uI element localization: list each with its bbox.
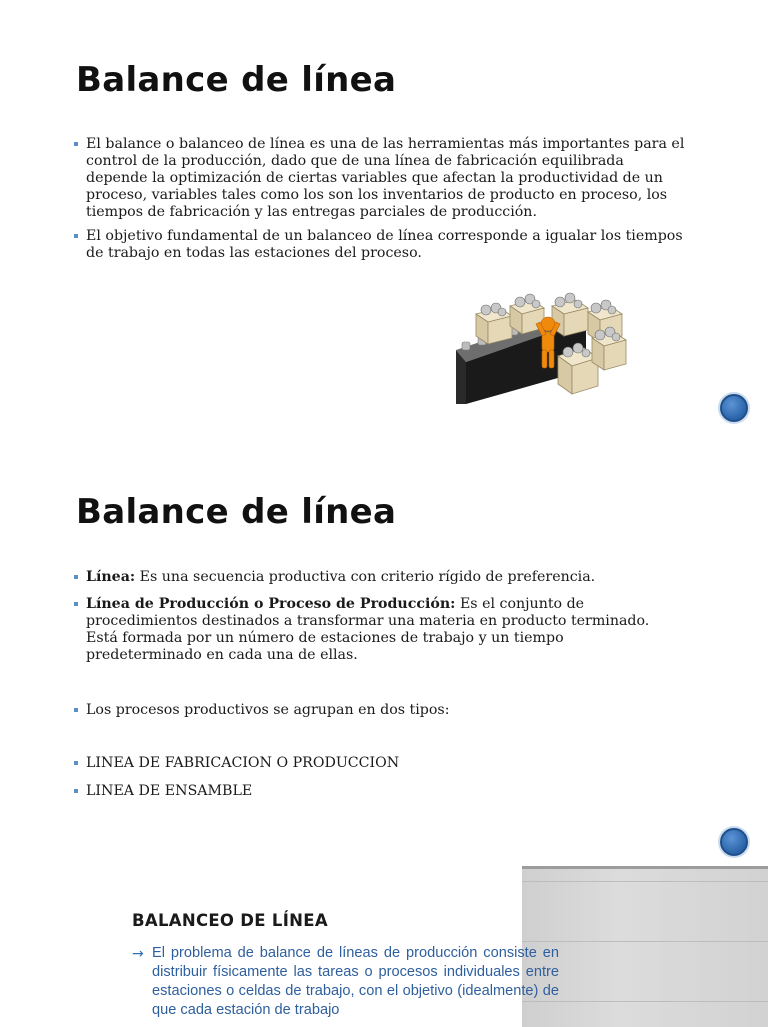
slide-3-title: BALANCEO DE LÍNEA (132, 911, 328, 930)
bullet-item (74, 569, 674, 586)
term-label: Línea de Producción o Proceso de Producción: (86, 596, 456, 612)
bullet-item: El balance o balanceo de línea es una de las herramientas más importantes para el control de la producción, dado que de una línea de fabricación equilibrada depende la optimización de ciertas variables que afectan la productividad de un proceso, variables tales como los son los inventarios de producto en proceso, los tiempos de fabricación y las entregas parciales de producción. (74, 136, 686, 221)
slide-1-body (74, 136, 694, 282)
term-label: Línea: (86, 569, 136, 585)
slide-2-title: Balance de línea (76, 492, 397, 532)
bullet-item: El objetivo fundamental de un balanceo de línea corresponde a igualar los tiempos de trabajo en todas las estaciones del proceso. (74, 228, 686, 262)
arrow-bullet-icon: → (132, 946, 144, 962)
blue-circle-icon[interactable] (720, 828, 748, 856)
slide-3 (0, 866, 768, 1024)
slide-1 (0, 0, 768, 440)
bullet-item (74, 596, 674, 664)
slide-2-intro (74, 702, 674, 719)
slide-1-bullets (74, 136, 686, 262)
slide-1-title: Balance de línea (76, 60, 397, 100)
term-definition: Es una secuencia productiva con criterio rígido de preferencia. (135, 569, 596, 585)
blue-circle-icon[interactable] (720, 394, 748, 422)
conveyor-boxes-worker-icon (456, 290, 632, 404)
bullet-item: LINEA DE FABRICACION O PRODUCCION (74, 755, 674, 772)
term-definition: Es el conjunto de procedimientos destinados a transformar una materia en producto terminado. Está formada por un número de estaciones de trabajo y un tiempo predeterminado en cada una de ellas. (86, 596, 650, 663)
slide-2-types (74, 755, 674, 800)
slide-3-paragraph: El problema de balance de líneas de producción consiste en distribuir físicamente las tareas o procesos individuales entre estaciones o celdas de trabajo, con el objetivo (idealmente) de que cada estación de trabajo (152, 945, 559, 1018)
slide-2-bullets (74, 569, 674, 664)
bullet-item: LINEA DE ENSAMBLE (74, 783, 674, 800)
slide-2 (0, 448, 768, 860)
bullet-item: Los procesos productivos se agrupan en dos tipos: (74, 702, 674, 719)
